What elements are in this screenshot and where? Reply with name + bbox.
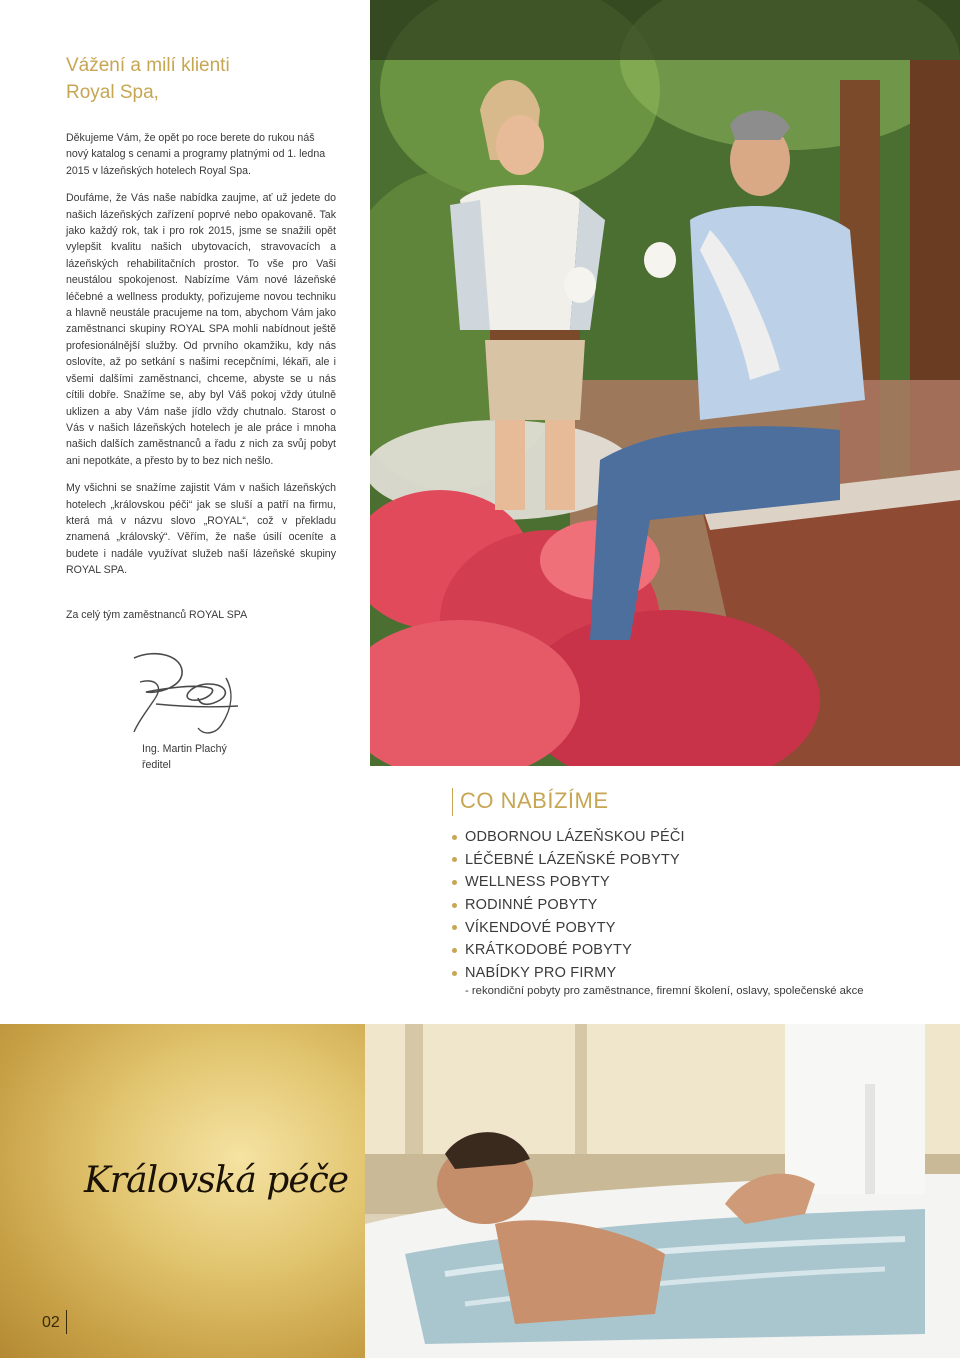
letter-greeting (66, 52, 336, 106)
offer-item-label: WELLNESS POBYTY (465, 874, 610, 891)
offer-item-label: NABÍDKY PRO FIRMY (465, 965, 617, 982)
greeting-line-1: Vážení a milí klienti (66, 55, 230, 76)
offer-item (452, 939, 685, 962)
offer-item-label: RODINNÉ POBYTY (465, 897, 598, 914)
offer-item (452, 826, 685, 849)
bullet-icon (452, 835, 457, 840)
letter-paragraph-1: Děkujeme Vám, že opět po roce berete do rukou náš nový katalog s cenami a programy platnými od 1. ledna 2015 v lázeňských hotelech Royal Spa. (66, 132, 326, 177)
offer-item (452, 894, 685, 917)
greeting-line-2: Royal Spa, (66, 82, 159, 103)
offer-item (452, 849, 685, 872)
offer-title: CO NABÍZÍME (460, 788, 609, 813)
title-divider (452, 788, 453, 816)
offer-item-label: LÉČEBNÉ LÁZEŇSKÉ POBYTY (465, 851, 680, 868)
offer-item (452, 962, 685, 985)
couple-terrace-photo (370, 0, 960, 766)
offer-item-label: KRÁTKODOBÉ POBYTY (465, 942, 632, 959)
bullet-icon (452, 948, 457, 953)
offer-note: - rekondiční pobyty pro zaměstnance, firemní školení, oslavy, společenské akce (465, 985, 864, 997)
letter-closing: Za celý tým zaměstnanců ROYAL SPA (66, 609, 248, 621)
bullet-icon (452, 903, 457, 908)
signature-image (126, 648, 246, 738)
bullet-icon (452, 971, 457, 976)
offer-item-label: VÍKENDOVÉ POBYTY (465, 919, 616, 936)
offer-item (452, 917, 685, 940)
page-number: 02 (42, 1314, 60, 1331)
signer-name: Ing. Martin Plachý (142, 743, 227, 755)
signer-role: ředitel (142, 759, 171, 771)
offer-list (452, 826, 685, 985)
bullet-icon (452, 925, 457, 930)
royal-care-script-title: Královská péče (84, 1160, 349, 1201)
spa-bath-photo (365, 1024, 960, 1358)
bullet-icon (452, 880, 457, 885)
letter-paragraph-3: My všichni se snažíme zajistit Vám v našich lázeňských hotelech „královskou péči“ jak se sluší a patří na firmu, která má v názvu slovo „ROYAL“, což v překladu znamená „královský“. Věřím, že naše úsilí oceníte a budete i nadále využívat služeb naší lázeňské skupiny ROYAL SPA. (66, 482, 336, 577)
offer-item-label: ODBORNOU LÁZEŇSKOU PÉČI (465, 829, 685, 845)
letter-paragraph-2: Doufáme, že Vás naše nabídka zaujme, ať už jedete do našich lázeňských zařízení poprvé nebo opakovaně. Tak jako každý rok, tak i pro rok 2015, jsme se snažili opět vylepšit kvalitu našich ubytovacích, stravovacích a lázeňských rehabilitačních prostor. To vše pro Vaši neustálou spokojenost. Nabízíme Vám nové lázeňské léčebné a wellness produkty, pořizujeme novou techniku a hlavně neustále pracujeme na tom, abychom Vám jako zaměstnanci skupiny ROYAL SPA mohli nabídnout ještě profesionálnější služby. Od prvního okamžiku, kdy nás oslovíte, až po setkání s našimi recepčními, lékaři, ale i všemi dalšími zaměstnanci, chceme, abyste se u nás cítili dobře. Snažíme se, aby byl Váš pokoj vždy útulně uklizen a aby Vám naše jídlo vždy chutnalo. Starost o Vás v našich lázeňských hotelech je ale práce i mnoha našich dalších zaměstnanců a řadu z nich za svůj pobyt ani nepotkáte, a přesto by to bez nich nešlo. (66, 192, 336, 467)
page-number-divider (66, 1310, 67, 1334)
offer-item (452, 871, 685, 894)
signer (142, 741, 227, 773)
bullet-icon (452, 857, 457, 862)
welcome-letter (66, 52, 336, 590)
